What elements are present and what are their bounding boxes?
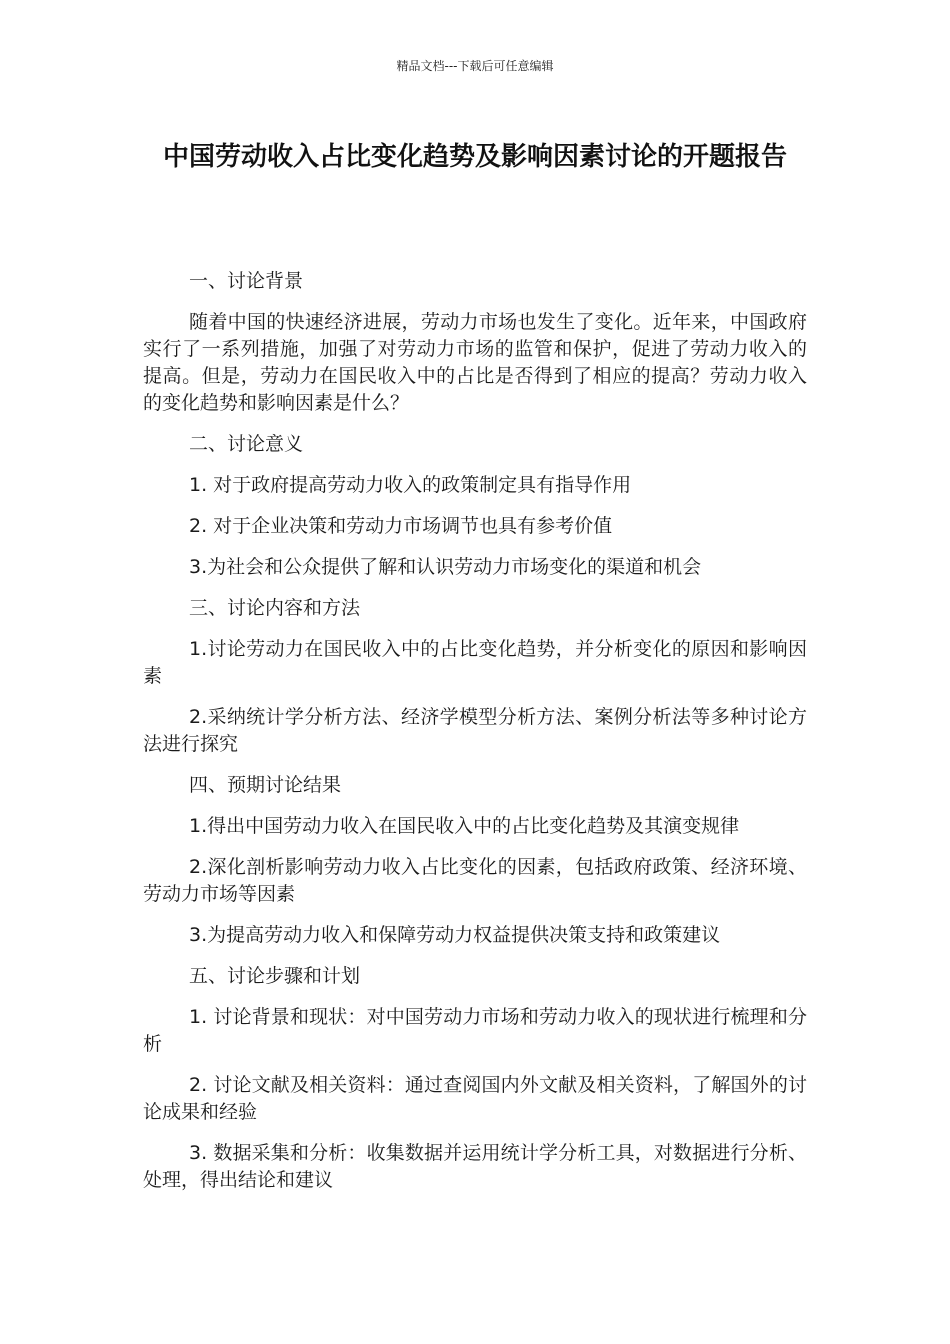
steps-plan-item-2: 2. 讨论文献及相关资料：通过查阅国内外文献及相关资料，了解国外的讨论成果和经验 (143, 1074, 807, 1123)
significance-item-2: 2. 对于企业决策和劳动力市场调节也具有参考价值 (189, 515, 613, 537)
content-methods-item-2: 2.采纳统计学分析方法、经济学模型分析方法、案例分析法等多种讨论方法进行探究 (143, 706, 807, 755)
section-heading-significance: 二、讨论意义 (189, 433, 304, 455)
section-heading-steps-plan: 五、讨论步骤和计划 (189, 965, 361, 987)
expected-results-item-1: 1.得出中国劳动力收入在国民收入中的占比变化趋势及其演变规律 (189, 815, 740, 837)
expected-results-item-3: 3.为提高劳动力收入和保障劳动力权益提供决策支持和政策建议 (189, 924, 721, 946)
steps-plan-item-3: 3. 数据采集和分析：收集数据并运用统计学分析工具，对数据进行分析、处理，得出结论和建议 (143, 1142, 807, 1191)
section-heading-content-methods: 三、讨论内容和方法 (189, 597, 361, 619)
significance-item-3: 3.为社会和公众提供了解和认识劳动力市场变化的渠道和机会 (189, 556, 702, 578)
expected-results-item-2: 2.深化剖析影响劳动力收入占比变化的因素，包括政府政策、经济环境、劳动力市场等因素 (143, 856, 807, 905)
document-body (143, 268, 807, 1208)
document-title: 中国劳动收入占比变化趋势及影响因素讨论的开题报告 (162, 142, 787, 172)
page-header-note: 精品文档---下载后可任意编辑 (396, 59, 554, 73)
section-heading-background: 一、讨论背景 (189, 270, 304, 292)
steps-plan-item-1: 1. 讨论背景和现状：对中国劳动力市场和劳动力收入的现状进行梳理和分析 (143, 1006, 807, 1055)
content-methods-item-1: 1.讨论劳动力在国民收入中的占比变化趋势，并分析变化的原因和影响因素 (143, 638, 807, 687)
significance-item-1: 1. 对于政府提高劳动力收入的政策制定具有指导作用 (189, 474, 632, 496)
section-heading-expected-results: 四、预期讨论结果 (189, 774, 342, 796)
background-paragraph: 随着中国的快速经济进展，劳动力市场也发生了变化。近年来，中国政府实行了一系列措施，加强了对劳动力市场的监管和保护，促进了劳动力收入的提高。但是，劳动力在国民收入中的占比是否得到了相应的提高？劳动力收入的变化趋势和影响因素是什么？ (143, 311, 807, 414)
